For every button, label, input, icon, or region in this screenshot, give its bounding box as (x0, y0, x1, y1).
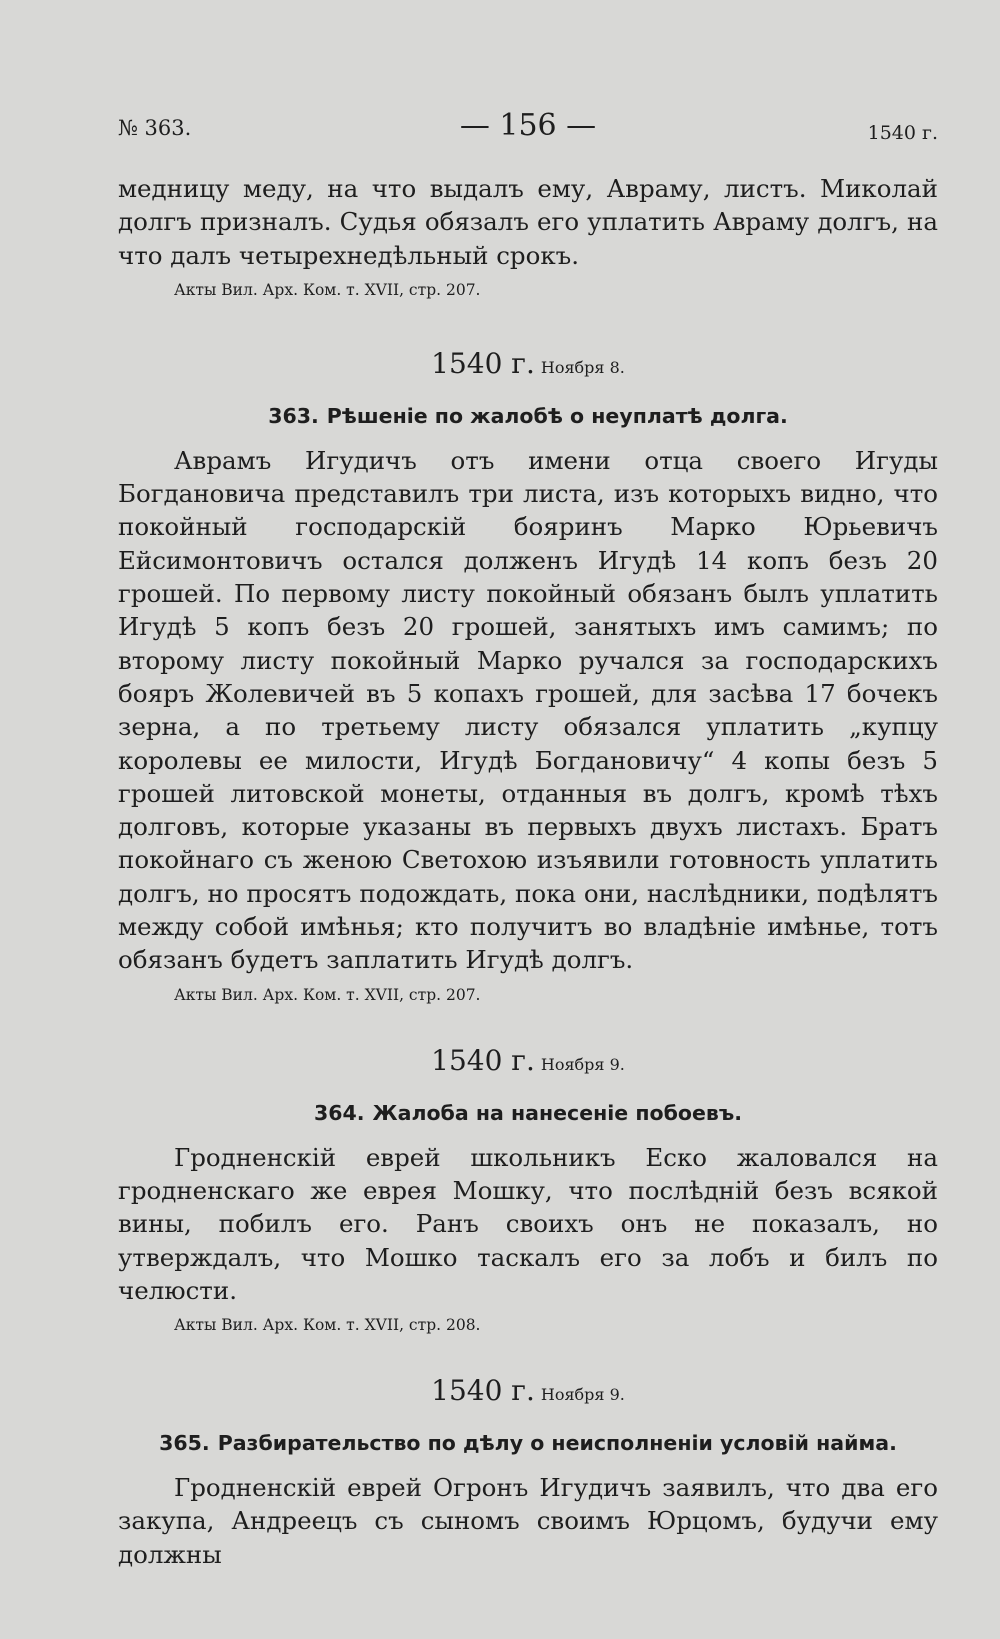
date-year: 1540 г. (431, 346, 535, 380)
section-source: Акты Вил. Арх. Ком. т. XVII, стр. 207. (174, 985, 481, 1004)
document-number: № 363. (118, 116, 192, 140)
continuation-source: Акты Вил. Арх. Ком. т. XVII, стр. 207. (174, 280, 481, 299)
section-number: 364. (313, 1100, 365, 1125)
section-title: Жалоба на нанесеніе побоевъ. (372, 1100, 743, 1125)
section-number: 363. (268, 403, 319, 428)
section-363 (118, 348, 938, 1005)
date-day: Ноября 9. (540, 1054, 625, 1074)
section-number: 365. (159, 1431, 210, 1456)
date-year: 1540 г. (431, 1374, 535, 1408)
date-year: 1540 г. (431, 1043, 535, 1077)
continuation-block (118, 172, 938, 300)
section-date (118, 1375, 938, 1411)
running-head (118, 108, 938, 148)
section-text: Аврамъ Игудичъ отъ имени отца своего Игуды Богдановича представилъ три листа, изъ которыхъ видно, что покойный господарскій бояринъ Марко Юрьевичъ Ейсимонтовичъ остался долженъ Игудѣ 14 копъ безъ 20 грошей. По первому листу покойный обязанъ былъ уплатить Игудѣ 5 копъ безъ 20 грошей, занятыхъ имъ самимъ; по второму листу покойный Марко ручался за господарскихъ бояръ Жолевичей въ 5 копахъ грошей, для засѣва 17 бочекъ зерна, а по третьему листу обязался уплатить „купцу королевы ее милости, Игудѣ Богдановичу“ 4 копы безъ 5 грошей литовской монеты, отданныя въ долгъ, кромѣ тѣхъ долговъ, которые указаны въ первыхъ двухъ листахъ. Братъ покойнаго съ женою Светохою изъявили готовность уплатить долгъ, но просятъ подождать, пока они, наслѣдники, подѣлятъ между собой имѣнья; кто получитъ во владѣніе имѣнье, тотъ обязанъ будетъ заплатить Игудѣ долгъ. (118, 445, 938, 975)
section-title: Разбирательство по дѣлу о неисполненіи условій найма. (217, 1431, 897, 1456)
section-date (118, 348, 938, 384)
section-heading (118, 402, 938, 430)
section-365 (118, 1375, 938, 1571)
date-day: Ноября 9. (540, 1385, 625, 1405)
page-content (118, 172, 938, 1571)
section-text: Гродненскій еврей школьникъ Еско жаловался на гродненскаго же еврея Мошку, что послѣдній безъ всякой вины, побилъ его. Ранъ своихъ онъ не показалъ, но утверждалъ, что Мошко таскалъ его за лобъ и билъ по челюсти. (118, 1142, 938, 1305)
section-date (118, 1045, 938, 1081)
section-source: Акты Вил. Арх. Ком. т. XVII, стр. 208. (174, 1316, 481, 1335)
header-year: 1540 г. (867, 122, 938, 144)
continuation-text: медницу меду, на что выдалъ ему, Авраму, листъ. Миколай долгъ призналъ. Судья обязалъ его уплатить Авраму долгъ, на что далъ четырехнедѣльный срокъ. (118, 174, 938, 270)
section-heading (118, 1429, 938, 1457)
page-number: — 156 — (459, 108, 597, 143)
section-heading (118, 1099, 938, 1127)
date-day: Ноября 8. (540, 357, 625, 377)
section-364 (118, 1045, 938, 1335)
section-text: Гродненскій еврей Огронъ Игудичъ заявилъ, что два его закупа, Андреецъ съ сыномъ своимъ Юрцомъ, будучи ему должны (118, 1473, 938, 1569)
section-title: Рѣшеніе по жалобѣ о неуплатѣ долга. (326, 403, 788, 428)
